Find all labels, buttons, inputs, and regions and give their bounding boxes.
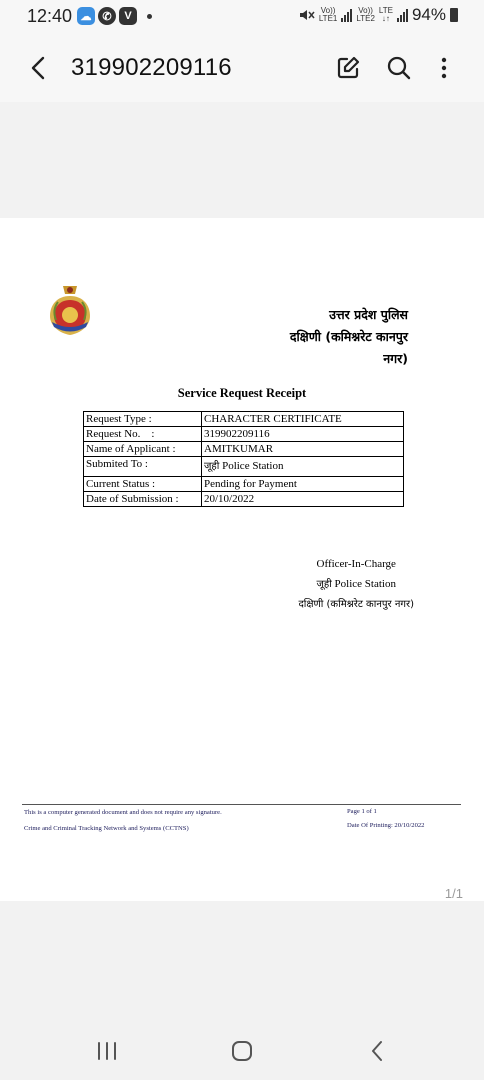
app-bar xyxy=(0,34,484,102)
notification-icons xyxy=(77,7,152,25)
pdf-page[interactable] xyxy=(0,218,484,901)
back-arrow-icon[interactable] xyxy=(26,54,52,82)
nav-back-icon[interactable] xyxy=(365,1038,391,1064)
recents-icon[interactable] xyxy=(94,1038,120,1064)
table-row: Submited To : जूही Police Station xyxy=(84,457,404,477)
home-icon[interactable] xyxy=(229,1038,255,1064)
table-row: Date of Submission : 20/10/2022 xyxy=(84,492,404,507)
cloud-app-icon: ☁ xyxy=(77,7,95,25)
footer-disclaimer: This is a computer generated document and does not require any signature. xyxy=(24,809,222,816)
status-right xyxy=(299,5,458,25)
system-nav-bar xyxy=(0,1022,484,1080)
battery-icon xyxy=(450,8,458,22)
status-bar xyxy=(0,0,484,34)
phone-icon: ✆ xyxy=(98,7,116,25)
officer-signature-block: Officer-In-Charge जूही Police Station दक्षिणी (कमिश्नरेट कानपुर नगर) xyxy=(298,558,414,610)
request-details-table xyxy=(83,411,404,507)
v-app-icon: V xyxy=(119,7,137,25)
search-icon[interactable] xyxy=(385,54,413,82)
footer-system-name: Crime and Criminal Tracking Network and Systems (CCTNS) xyxy=(24,825,189,832)
signal-bars-icon xyxy=(341,8,352,22)
receipt-title: Service Request Receipt xyxy=(177,386,307,400)
sim2-network: Vo)) LTE2 xyxy=(356,6,375,23)
table-row: Request No. : 319902209116 xyxy=(84,427,404,442)
mute-icon xyxy=(299,8,315,22)
sim1-network: Vo)) LTE1 xyxy=(318,6,338,23)
signal-bars-icon xyxy=(397,8,408,22)
table-row: Request Type : CHARACTER CERTIFICATE xyxy=(84,412,404,427)
page-indicator: 1/1 xyxy=(444,886,463,901)
organization-name: उत्तर प्रदेश पुलिस दक्षिणी (कमिश्नरेट कानपुर नगर) xyxy=(289,307,408,366)
document-title: 319902209116 xyxy=(71,54,232,81)
footer-page-number: Page 1 of 1 xyxy=(347,808,377,815)
table-row: Current Status : Pending for Payment xyxy=(84,477,404,492)
more-notifications-icon xyxy=(147,14,152,19)
status-time: 12:40 xyxy=(27,6,73,26)
footer-print-date: Date Of Printing: 20/10/2022 xyxy=(347,822,425,829)
lte-indicator: LTE ↓↑ xyxy=(378,6,393,23)
more-vert-icon[interactable] xyxy=(430,54,458,82)
edit-icon[interactable] xyxy=(334,54,362,82)
up-police-emblem-icon xyxy=(46,282,94,338)
table-row: Name of Applicant : AMITKUMAR xyxy=(84,442,404,457)
footer-divider xyxy=(22,804,461,805)
battery-percent: 94% xyxy=(411,5,446,24)
